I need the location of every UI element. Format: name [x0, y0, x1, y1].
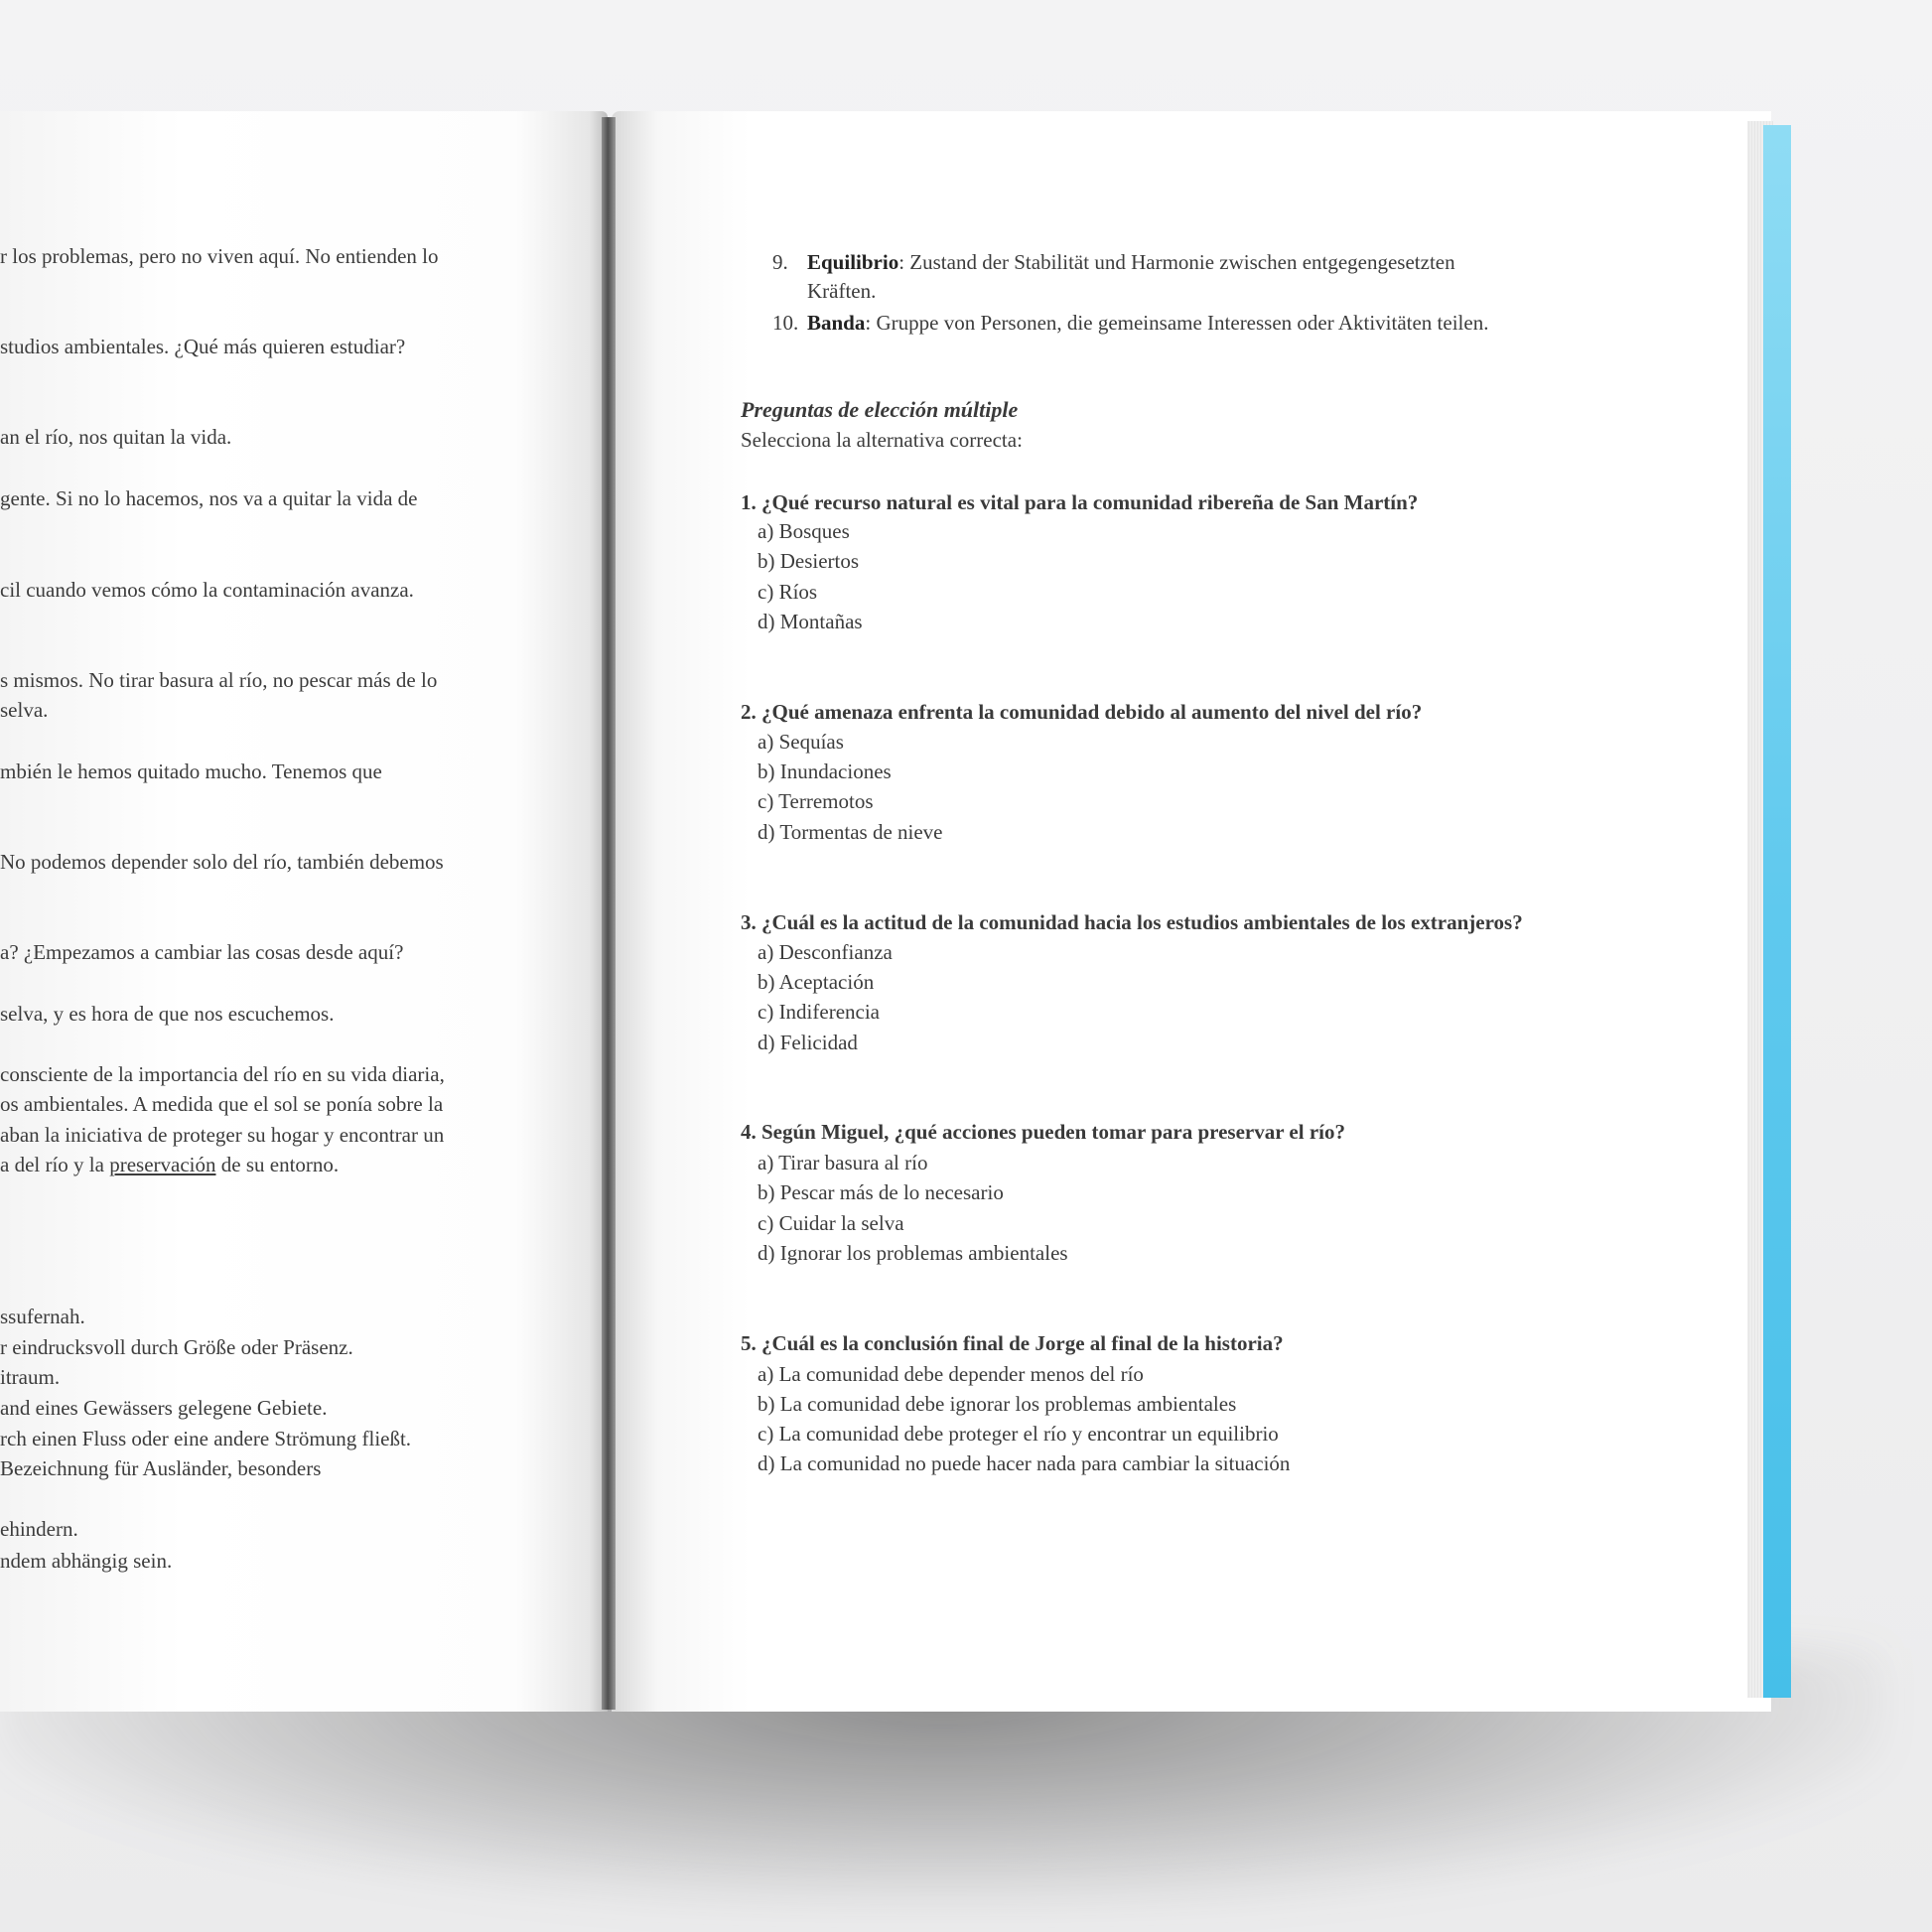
left-line: a? ¿Empezamos a cambiar las cosas desde aquí?: [0, 940, 404, 964]
question-1: 1. ¿Qué recurso natural es vital para la comunidad ribereña de San Martín?: [741, 490, 1419, 514]
option-5d: d) La comunidad no puede hacer nada para cambiar la situación: [758, 1451, 1291, 1475]
vocab-item: [807, 311, 1488, 336]
left-line: r eindrucksvoll durch Größe oder Präsenz.: [0, 1335, 353, 1359]
option-4a: a) Tirar basura al río: [758, 1151, 928, 1174]
option-3c: c) Indiferencia: [758, 1000, 880, 1024]
left-line: Bezeichnung für Ausländer, besonders: [0, 1456, 322, 1480]
underlined-word: preservación: [109, 1153, 216, 1176]
vocab-number: 9.: [772, 250, 788, 274]
left-line: s mismos. No tirar basura al río, no pescar más de lo: [0, 668, 438, 692]
left-line: ndem abhängig sein.: [0, 1549, 173, 1573]
left-line: selva.: [0, 698, 49, 722]
option-5b: b) La comunidad debe ignorar los problemas ambientales: [758, 1392, 1237, 1416]
vocab-continuation: Kräften.: [807, 279, 877, 303]
left-line: ehindern.: [0, 1517, 78, 1541]
vocab-number: 10.: [772, 311, 799, 335]
left-page-text: [0, 0, 608, 1932]
option-2b: b) Inundaciones: [758, 759, 892, 783]
question-5: 5. ¿Cuál es la conclusión final de Jorge al final de la historia?: [741, 1331, 1284, 1355]
option-3d: d) Felicidad: [758, 1031, 858, 1054]
question-2: 2. ¿Qué amenaza enfrenta la comunidad debido al aumento del nivel del río?: [741, 700, 1423, 724]
option-4d: d) Ignorar los problemas ambientales: [758, 1241, 1068, 1265]
left-line: rch einen Fluss oder eine andere Strömung fließt.: [0, 1427, 412, 1450]
option-1b: b) Desiertos: [758, 549, 860, 573]
vocab-term: Banda: [807, 311, 866, 335]
left-line: itraum.: [0, 1365, 61, 1389]
left-line: cil cuando vemos cómo la contaminación avanza.: [0, 578, 414, 602]
left-line-tail: de su entorno.: [215, 1153, 340, 1176]
left-line: mbién le hemos quitado mucho. Tenemos que: [0, 759, 382, 783]
left-line-head: a del río y la: [0, 1153, 110, 1176]
option-3a: a) Desconfianza: [758, 940, 893, 964]
left-line: No podemos depender solo del río, también debemos: [0, 850, 444, 874]
option-2d: d) Tormentas de nieve: [758, 820, 943, 844]
option-1a: a) Bosques: [758, 519, 850, 543]
left-line: and eines Gewässers gelegene Gebiete.: [0, 1396, 328, 1420]
left-line: r los problemas, pero no viven aquí. No entienden lo: [0, 244, 439, 268]
option-2a: a) Sequías: [758, 730, 844, 754]
left-line: studios ambientales. ¿Qué más quieren estudiar?: [0, 335, 406, 358]
left-line: an el río, nos quitan la vida.: [0, 425, 232, 449]
left-line: aban la iniciativa de proteger su hogar y encontrar un: [0, 1123, 445, 1147]
question-4: 4. Según Miguel, ¿qué acciones pueden tomar para preservar el río?: [741, 1120, 1345, 1144]
option-5a: a) La comunidad debe depender menos del río: [758, 1362, 1144, 1386]
question-3: 3. ¿Cuál es la actitud de la comunidad hacia los estudios ambientales de los extranjeros?: [741, 910, 1523, 934]
vocab-term: Equilibrio: [807, 250, 899, 274]
option-2c: c) Terremotos: [758, 789, 874, 813]
left-line: gente. Si no lo hacemos, nos va a quitar la vida de: [0, 486, 418, 510]
section-title: Preguntas de elección múltiple: [741, 397, 1019, 422]
left-line: [0, 1153, 339, 1177]
vocab-item: [807, 250, 1455, 275]
vocab-definition: : Gruppe von Personen, die gemeinsame Interessen oder Aktivitäten teilen.: [865, 311, 1489, 335]
option-1c: c) Ríos: [758, 580, 818, 604]
option-3b: b) Aceptación: [758, 970, 875, 994]
left-line: os ambientales. A medida que el sol se ponía sobre la: [0, 1092, 444, 1116]
left-line: ssufernah.: [0, 1305, 85, 1328]
option-4b: b) Pescar más de lo necesario: [758, 1180, 1004, 1204]
option-1d: d) Montañas: [758, 610, 863, 633]
option-4c: c) Cuidar la selva: [758, 1211, 904, 1235]
option-5c: c) La comunidad debe proteger el río y encontrar un equilibrio: [758, 1422, 1279, 1446]
section-instructions: Selecciona la alternativa correcta:: [741, 428, 1023, 452]
cover-edge: [1763, 125, 1791, 1698]
left-line: consciente de la importancia del río en su vida diaria,: [0, 1062, 445, 1086]
left-line: selva, y es hora de que nos escuchemos.: [0, 1002, 335, 1026]
vocab-definition: : Zustand der Stabilität und Harmonie zwischen entgegengesetzten: [898, 250, 1455, 274]
